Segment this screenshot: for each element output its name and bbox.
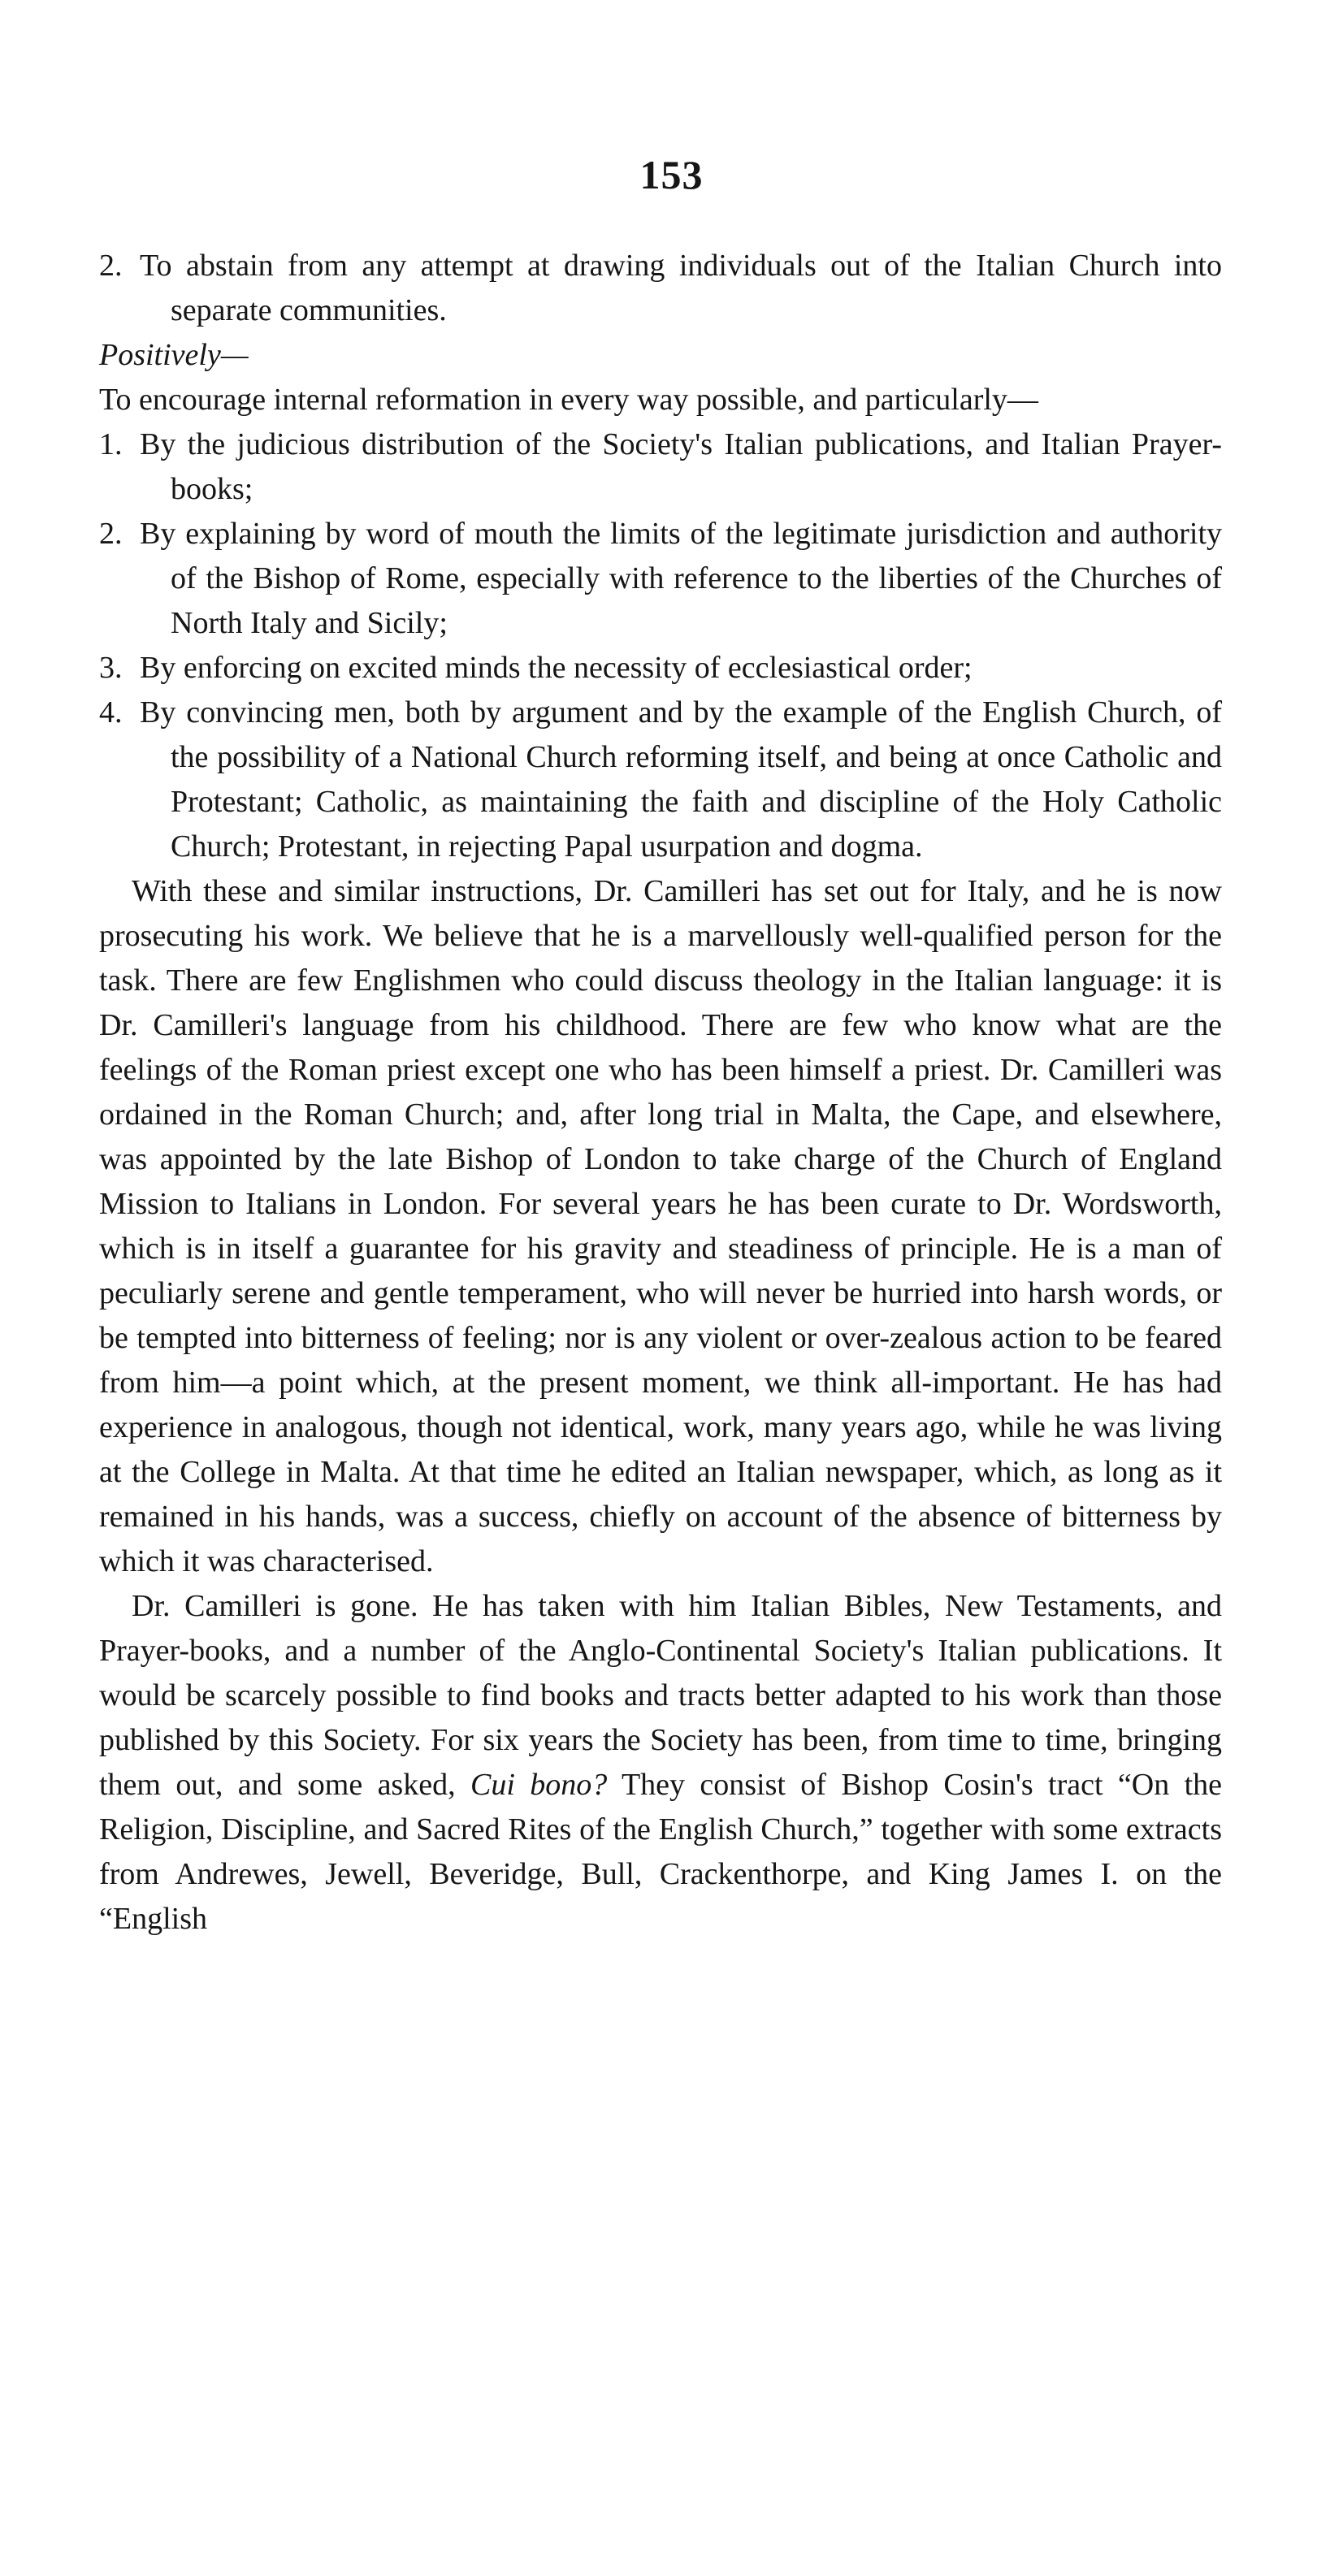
page-number: 153 (639, 152, 704, 197)
list-item-text: By convincing men, both by argument and by the example of the English Church, of the possibility of a National Church reforming itself, and being at once Catholic and Protestant; Catholic, as maintaining the faith and discipline of the Holy Catholic Church; Protestant, in rejecting Papal usurpation and dogma. (140, 695, 1222, 864)
paragraph-text: They consist of Bishop Cosin's tract “On the Religion, Discipline, and Sacred Rites of the English Church,” together with some extracts from Andrewes, Jewell, Beveridge, Bull, Crackenthorpe, and King James I. on the “English (99, 1768, 1223, 1936)
list-item-text: By the judicious distribution of the Society's Italian publications, and Italian Prayer-books; (140, 427, 1222, 506)
body-paragraph (99, 1584, 1222, 1942)
list-item-text: By enforcing on excited minds the necessity of ecclesiastical order; (140, 651, 973, 685)
list-item-number: 2. (99, 517, 123, 551)
list-item (99, 512, 1222, 646)
list-item-number: 2. (99, 249, 123, 283)
page-body (99, 244, 1222, 1942)
italic-phrase: Cui bono? (470, 1768, 608, 1802)
list-item (99, 646, 1222, 691)
list-item (99, 691, 1222, 869)
list-item-text: To abstain from any attempt at drawing individuals out of the Italian Church into separate communities. (140, 249, 1222, 327)
list-item (99, 422, 1222, 512)
list-item-number: 1. (99, 427, 123, 461)
list-item-text: By explaining by word of mouth the limits of the legitimate jurisdiction and authority of the Bishop of Rome, especially with reference to the liberties of the Churches of North Italy and Sicily; (140, 517, 1222, 640)
list-item-number: 3. (99, 651, 123, 685)
list-item-number: 4. (99, 695, 123, 730)
section-heading-positively: Positively— (99, 338, 249, 372)
positively-intro: To encourage internal reformation in every way possible, and particularly— (99, 383, 1038, 417)
paragraph-text: Dr. Camilleri is gone. He has taken with him Italian Bibles, New Testaments, and Prayer-books, and a number of the Anglo-Continental Society's Italian publications. It would be scarcely possible to find books and tracts better adapted to his work than those published by this Society. For six years the Society has been, from time to time, bringing them out, and some asked, (99, 1589, 1222, 1802)
body-paragraph: With these and similar instructions, Dr. Camilleri has set out for Italy, and he is now prosecuting his work. We believe that he is a marvellously well-qualified person for the task. There are few Englishmen who could discuss theology in the Italian language: it is Dr. Camilleri's language from his childhood. There are few who know what are the feelings of the Roman priest except one who has been himself a priest. Dr. Camilleri was ordained in the Roman Church; and, after long trial in Malta, the Cape, and elsewhere, was appointed by the late Bishop of London to take charge of the Church of England Mission to Italians in London. For several years he has been curate to Dr. Wordsworth, which is in itself a guarantee for his gravity and steadiness of principle. He is a man of peculiarly serene and gentle temperament, who will never be hurried into harsh words, or be tempted into bitterness of feeling; nor is any violent or over-zealous action to be feared from him—a point which, at the present moment, we think all-important. He has had experience in analogous, though not identical, work, many years ago, while he was living at the College in Malta. At that time he edited an Italian newspaper, which, as long as it remained in his hands, was a success, chiefly on account of the absence of bitterness by which it was characterised. (99, 874, 1222, 1578)
list-item (99, 244, 1222, 333)
